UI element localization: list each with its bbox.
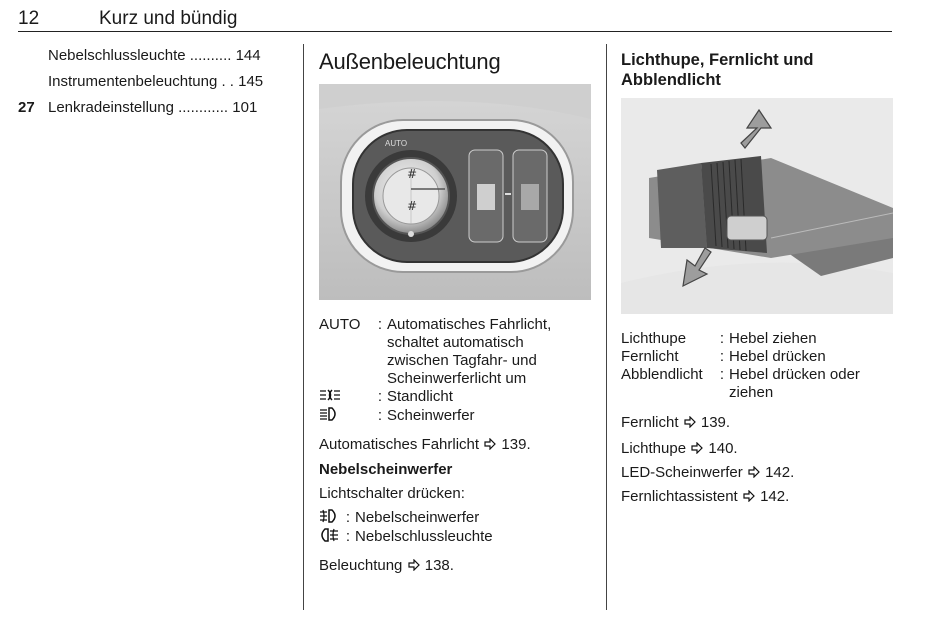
xref-arrow-icon [691, 442, 703, 454]
headlight-icon [319, 407, 373, 426]
toc-label[interactable]: Instrumentenbeleuchtung . . 145 [48, 73, 264, 90]
legend-key: Lichthupe [621, 330, 687, 347]
legend-row-flash: Lichthupe : Hebel ziehen [621, 330, 893, 348]
toc-label[interactable]: Nebelschlussleuchte .......... 144 [48, 47, 261, 64]
legend-row-parking: : Standlicht [319, 388, 593, 407]
light-switch-illustration [319, 84, 591, 300]
legend-value: Scheinwerfer [387, 407, 475, 424]
fog-legend [319, 509, 593, 547]
legend-key: Fernlicht [621, 348, 679, 365]
legend-value: Hebel drücken oder ziehen [729, 366, 860, 401]
fog-instruction: Lichtschalter drücken: [319, 485, 465, 502]
xref-led-headlights[interactable]: LED-Scheinwerfer 142. [621, 464, 795, 481]
section-title: Außenbeleuchtung [319, 49, 501, 74]
legend-key: Abblendlicht [621, 366, 703, 383]
legend-row-rear-fog: : Nebelschlussleuchte [319, 528, 593, 547]
toc-label[interactable]: Lenkradeinstellung ............ 101 [48, 99, 258, 116]
xref-arrow-icon [748, 466, 760, 478]
rear-fog-icon [319, 528, 341, 547]
legend-row-headlight: : Scheinwerfer [319, 407, 593, 426]
chapter-title: Kurz und bündig [99, 8, 238, 29]
fog-lights-title: Nebelscheinwerfer [319, 461, 453, 478]
toc-entry[interactable] [18, 72, 290, 98]
xref-arrow-icon [484, 438, 496, 450]
svg-text:#: # [407, 167, 418, 181]
turn-signal-stalk-illustration [621, 98, 893, 314]
light-switch-figure [319, 84, 591, 300]
xref-high-beam-assist[interactable]: Fernlichtassistent 142. [621, 488, 790, 505]
svg-text:#: # [407, 199, 418, 213]
legend-value: Hebel ziehen [729, 330, 817, 347]
legend-value: Nebelscheinwerfer [355, 509, 480, 526]
column-divider [606, 44, 607, 610]
column-divider [303, 44, 304, 610]
xref-lighting[interactable]: Beleuchtung 138. [319, 557, 454, 574]
front-fog-icon [319, 509, 341, 528]
xref-high-beam[interactable]: Fernlicht 139. [621, 414, 731, 431]
legend-row-low-beam: Abblendlicht : Hebel drücken oder ziehen [621, 366, 893, 402]
toc-entry[interactable] [18, 98, 290, 124]
legend-row-auto: AUTO : Automatisches Fahrlicht, schaltet automatisch zwischen Tagfahr- und Scheinwerferlicht um [319, 316, 593, 388]
stalk-figure [621, 98, 893, 314]
legend-value: Automatisches Fahrlicht, schaltet automatisch zwischen Tagfahr- und Scheinwerferlicht um [387, 316, 552, 387]
legend-value: Nebelschlussleuchte [355, 528, 493, 545]
toc-page-ref: 27 [18, 99, 35, 116]
parking-light-icon [319, 388, 373, 407]
section-title: Lichthupe, Fernlicht und Abblendlicht [621, 51, 814, 89]
toc-column [18, 46, 290, 124]
legend-value: Standlicht [387, 388, 453, 405]
xref-arrow-icon [743, 490, 755, 502]
legend-key: AUTO [319, 316, 361, 333]
toc-entry[interactable] [18, 46, 290, 72]
legend-value: Hebel drücken [729, 348, 826, 365]
xref-arrow-icon [408, 559, 420, 571]
xref-headlight-flash[interactable]: Lichthupe 140. [621, 440, 738, 457]
legend-row-high-beam: Fernlicht : Hebel drücken [621, 348, 893, 366]
beam-legend [621, 330, 893, 402]
xref-arrow-icon [684, 416, 696, 428]
legend-row-front-fog: : Nebelscheinwerfer [319, 509, 593, 528]
svg-text:AUTO: AUTO [385, 139, 408, 148]
page-number: 12 [18, 8, 40, 29]
page-header [18, 6, 892, 32]
exterior-legend [319, 316, 593, 426]
xref-auto-light[interactable]: Automatisches Fahrlicht 139. [319, 436, 531, 453]
